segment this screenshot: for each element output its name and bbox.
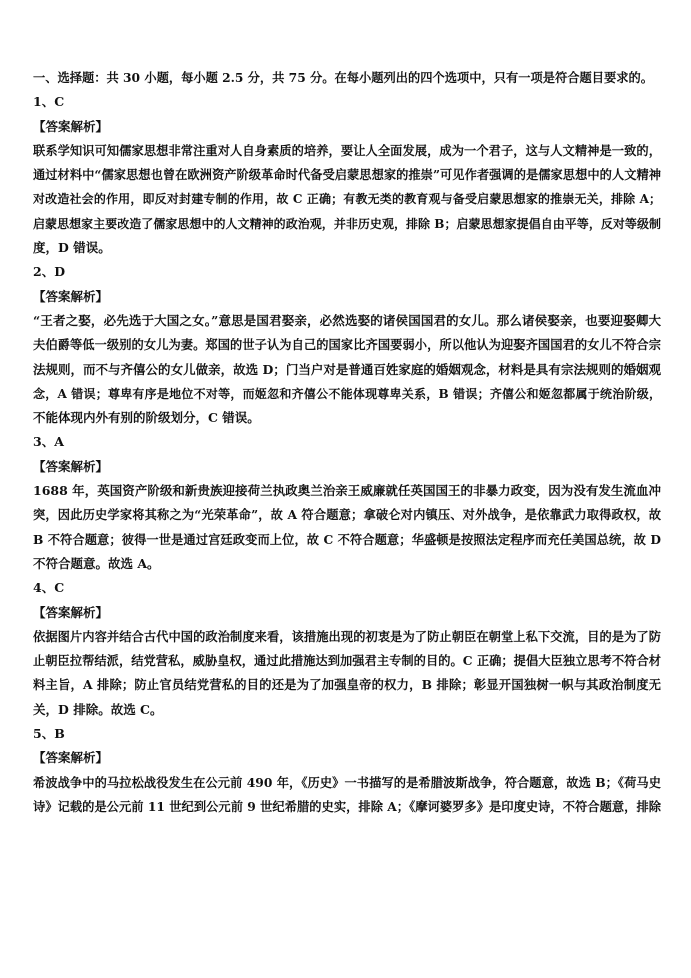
question-5-analysis-label: 【答案解析】 [33, 750, 109, 766]
question-4-analysis-line: 依据图片内容并结合古代中国的政治制度来看，该措施出现的初衷是为了防止朝臣在朝堂上私下交流，目的是为了防 [33, 628, 661, 644]
question-2-analysis-label: 【答案解析】 [33, 288, 109, 304]
question-3-analysis-label: 【答案解析】 [33, 458, 109, 474]
question-3-analysis-line: B 不符合题意；彼得一世是通过宫廷政变而上位，故 C 不符合题意；华盛顿是按照法定程序而充任美国总统，故 D [33, 531, 661, 547]
question-1-analysis-line: 度，D 错误。 [33, 240, 111, 256]
section-heading: 一、选择题：共 30 小题，每小题 2.5 分，共 75 分。在每小题列出的四个选项中，只有一项是符合题目要求的。 [33, 70, 653, 85]
question-1-answer: 1、C [33, 94, 65, 110]
answer-key-content [33, 66, 661, 819]
question-3-analysis-line: 突，因此历史学家将其称之为“光荣革命”，故 A 符合题意；拿破仑对内镇压、对外战争，是依靠武力取得政权，故 [33, 507, 661, 523]
question-2-analysis-line: 念，A 错误；尊卑有序是地位不对等，而姬忽和齐僖公不能体现尊卑关系，B 错误；齐僖公和姬忽都属于统治阶级， [33, 386, 661, 401]
question-1-analysis-line: 联系学知识可知儒家思想非常注重对人自身素质的培养，要让人全面发展，成为一个君子，这与人文精神是一致的， [33, 142, 661, 158]
question-3-answer: 3、A [33, 434, 64, 450]
question-2-analysis-line: “王者之娶，必先选于大国之女。”意思是国君娶亲，必然选娶的诸侯国国君的女儿。那么诸侯娶亲，也要迎娶卿大 [33, 312, 661, 328]
question-1-analysis-line: 启蒙思想家主要改造了儒家思想中的人文精神的政治观，并非历史观，排除 B；启蒙思想家提倡自由平等，反对等级制 [33, 216, 661, 231]
question-2-analysis-line: 夫伯爵等低一级别的女儿为妻。郑国的世子认为自己的国家比齐国要弱小，所以他认为迎娶齐国国君的女儿不符合宗 [33, 337, 661, 353]
question-4-analysis-line: 止朝臣拉帮结派，结党营私，威胁皇权，通过此措施达到加强君主专制的目的。C 正确；提倡大臣独立思考不符合材 [33, 653, 661, 669]
question-5-answer: 5、B [33, 726, 65, 742]
question-3-analysis-line: 1688 年，英国资产阶级和新贵族迎接荷兰执政奥兰治亲王威廉就任英国国王的非暴力政变，因为没有发生流血冲 [33, 483, 661, 499]
question-4-analysis-label: 【答案解析】 [33, 604, 109, 620]
question-4-analysis-line: 关，D 排除。故选 C。 [33, 701, 163, 717]
question-1-analysis-line: 通过材料中“儒家思想也曾在欧洲资产阶级革命时代备受启蒙思想家的推崇”可见作者强调的是儒家思想中的人文精神 [33, 167, 661, 183]
question-1-analysis-label: 【答案解析】 [33, 118, 109, 134]
question-5-analysis-line: 希波战争中的马拉松战役发生在公元前 490 年，《历史》一书描写的是希腊波斯战争，符合题意，故选 B；《荷马史 [33, 774, 661, 790]
question-1-analysis-line: 对改造社会的作用，即反对封建专制的作用，故 C 正确；有教无类的教育观与备受启蒙思想家的推崇无关，排除 A； [33, 192, 661, 207]
question-4-answer: 4、C [33, 580, 65, 596]
question-2-answer: 2、D [33, 264, 66, 280]
question-2-analysis-line: 法规则，而不与齐僖公的女儿做亲，故选 D；门当户对是普通百姓家庭的婚姻观念，材料是具有宗法规则的婚姻观 [33, 361, 661, 377]
question-3-analysis-line: 不符合题意。故选 A。 [33, 555, 160, 571]
question-2-analysis-line: 不能体现内外有别的阶级划分，C 错误。 [33, 410, 260, 426]
question-5-analysis-line: 诗》记载的是公元前 11 世纪到公元前 9 世纪希腊的史实，排除 A；《摩诃婆罗多》是印度史诗，不符合题意，排除 [33, 798, 661, 814]
question-4-analysis-line: 料主旨，A 排除；防止官员结党营私的目的还是为了加强皇帝的权力，B 排除；彰显开国独树一帜与其政治制度无 [33, 677, 661, 693]
